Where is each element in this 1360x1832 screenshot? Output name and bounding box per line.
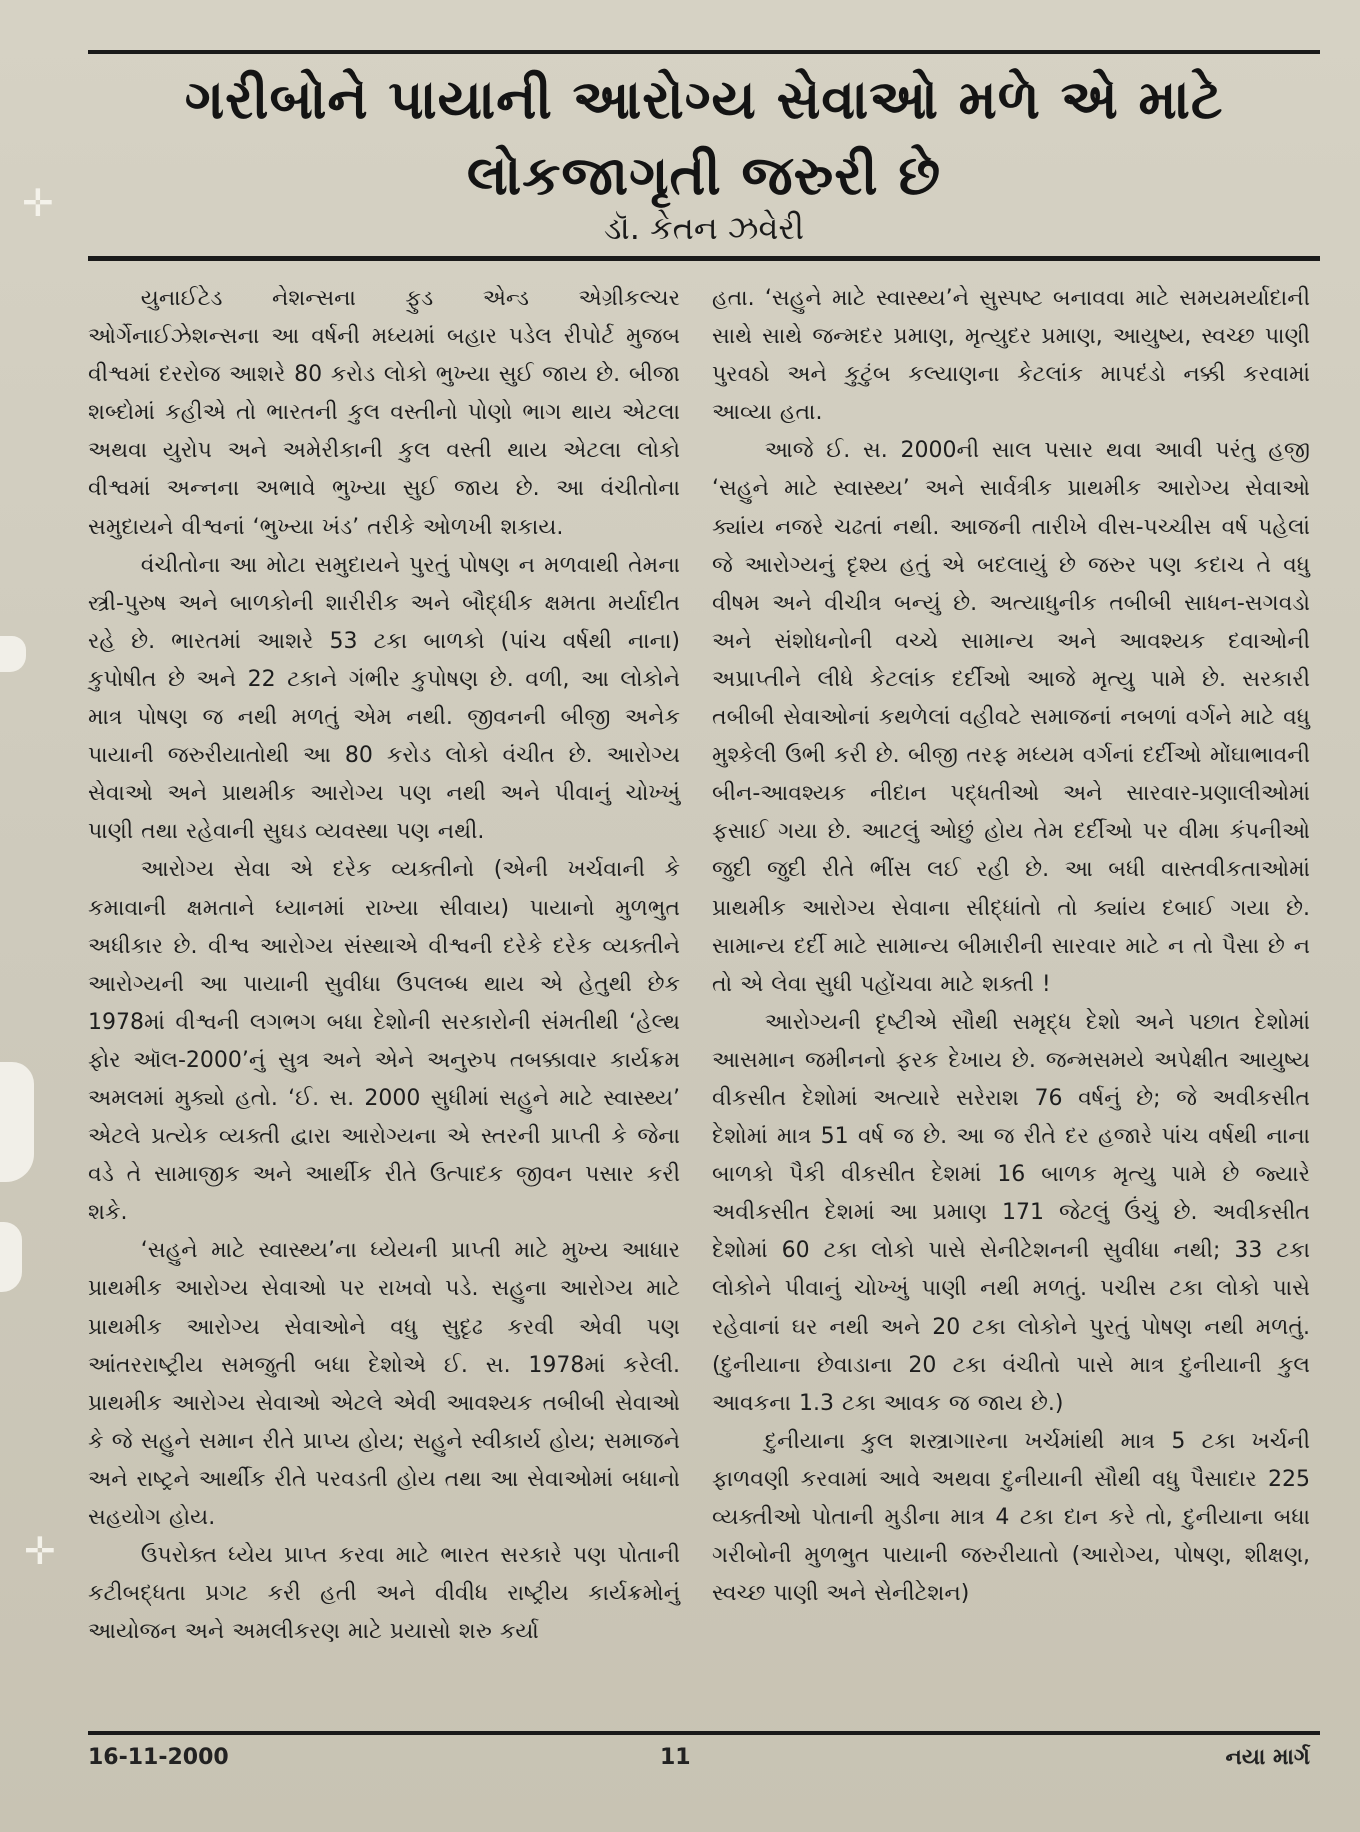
paragraph: ‘સહુને માટે સ્વાસ્થ્ય’ના ધ્યેયની પ્રાપ્તી માટે મુખ્ય આધાર પ્રાથમીક આરોગ્ય સેવાઓ પર રાખવો પડે. સહુના આરોગ્ય માટે પ્રાથમીક આરોગ્ય સેવાઓને વધુ સુદૃઢ કરવી એવી પણ આંતરરાષ્ટ્રીય સમજુતી બધા દેશોએ ઈ. સ. 1978માં કરેલી. પ્રાથમીક આરોગ્ય સેવાઓ એટલે એવી આવશ્યક તબીબી સેવાઓ કે જે સહુને સમાન રીતે પ્રાપ્ય હોય; સહુને સ્વીકાર્ય હોય; સમાજને અને રાષ્ટ્રને આર્થીક રીતે પરવડતી હોય તથા આ સેવાઓમાં બધાનો સહયોગ હોય. — [88, 1238, 680, 1530]
paper-tear — [0, 1222, 22, 1292]
paragraph: આરોગ્યની દૃષ્ટીએ સૌથી સમૃદ્ધ દેશો અને પછાત દેશોમાં આસમાન જમીનનો ફરક દેખાય છે. જન્મસમયે અપેક્ષીત આયુષ્ય વીકસીત દેશોમાં અત્યારે સરેરાશ 76 વર્ષનું છે; જે અવીકસીત દેશોમાં માત્ર 51 વર્ષ જ છે. આ જ રીતે દર હજારે પાંચ વર્ષથી નાના બાળકો પૈકી વીકસીત દેશમાં 16 બાળક મૃત્યુ પામે છે જ્યારે અવીકસીત દેશમાં આ પ્રમાણ 171 જેટલું ઉંચું છે. અવીકસીત દેશોમાં 60 ટકા લોકો પાસે સેનીટેશનની સુવીધા નથી; 33 ટકા લોકોને પીવાનું ચોખ્ખું પાણી નથી મળતું. પચીસ ટકા લોકો પાસે રહેવાનાં ઘર નથી અને 20 ટકા લોકોને પુરતું પોષણ નથી મળતું. (દુનીયાના છેવાડાના 20 ટકા વંચીતો પાસે માત્ર દુનીયાની કુલ આવકના 1.3 ટકા આવક જ જાય છે.) — [712, 1009, 1310, 1416]
staple-mark-icon: ✛ — [22, 181, 54, 225]
headline — [88, 62, 1320, 214]
paragraph: દુનીયાના કુલ શસ્ત્રાગારના ખર્ચમાંથી માત્ર 5 ટકા ખર્ચની ફાળવણી કરવામાં આવે અથવા દુનીયાની સૌથી વધુ પૈસાદાર 225 વ્યક્તીઓ પોતાની મુડીના માત્ર 4 ટકા દાન કરે તો, દુનીયાના બધા ગરીબોની મુળભુત પાયાની જરુરીયાતો (આરોગ્ય, પોષણ, શીક્ષણ, સ્વચ્છ પાણી અને સેનીટેશન) — [712, 1428, 1310, 1607]
paragraph: ઉપરોક્ત ધ્યેય પ્રાપ્ત કરવા માટે ભારત સરકારે પણ પોતાની કટીબદ્ધતા પ્રગટ કરી હતી અને વીવીધ રાષ્ટ્રીય કાર્યક્રમોનું આયોજન અને અમલીકરણ માટે પ્રયાસો શરુ કર્યા — [88, 1543, 680, 1645]
paragraph: યુનાઈટેડ નેશન્સના ફુડ એન્ડ એગ્રીકલ્ચર ઓર્ગેનાઈઝેશન્સના આ વર્ષની મધ્યમાં બહાર પડેલ રીપોર્ટ મુજબ વીશ્વમાં દરરોજ આશરે 80 કરોડ લોકો ભુખ્યા સુઈ જાય છે. બીજા શબ્દોમાં કહીએ તો ભારતની કુલ વસ્તીનો પોણો ભાગ થાય એટલા અથવા યુરોપ અને અમેરીકાની કુલ વસ્તી થાય એટલા લોકો વીશ્વમાં અન્નના અભાવે ભુખ્યા સુઈ જાય છે. આ વંચીતોના સમુદાયને વીશ્વનાં ‘ભુખ્યા ખંડ’ તરીકે ઓળખી શકાય. — [88, 286, 680, 540]
headline-line-1: ગરીબોને પાયાની આરોગ્ય સેવાઓ મળે એ માટે — [184, 68, 1224, 131]
right-column — [712, 280, 1310, 1613]
publication-name: નયા માર્ગ — [1225, 1745, 1310, 1770]
footer-rule — [88, 1731, 1320, 1735]
paper-tear — [0, 636, 26, 672]
author-byline: ડૉ. કેતન ઝવેરી — [603, 209, 805, 247]
paragraph: વંચીતોના આ મોટા સમુદાયને પુરતું પોષણ ન મળવાથી તેમના સ્ત્રી-પુરુષ અને બાળકોની શારીરીક અને બૌદ્ધીક ક્ષમતા મર્યાદીત રહે છે. ભારતમાં આશરે 53 ટકા બાળકો (પાંચ વર્ષથી નાના) કુપોષીત છે અને 22 ટકાને ગંભીર કુપોષણ છે. વળી, આ લોકોને માત્ર પોષણ જ નથી મળતું એમ નથી. જીવનની બીજી અનેક પાયાની જરુરીયાતોથી આ 80 કરોડ લોકો વંચીત છે. આરોગ્ય સેવાઓ અને પ્રાથમીક આરોગ્ય પણ નથી અને પીવાનું ચોખ્ખું પાણી તથા રહેવાની સુઘડ વ્યવસ્થા પણ નથી. — [88, 552, 680, 845]
left-column — [88, 280, 680, 1651]
footer-date: 16-11-2000 — [88, 1745, 229, 1770]
headline-line-2: લોકજાગૃતી જરુરી છે — [466, 144, 942, 207]
paragraph: હતા. ‘સહુને માટે સ્વાસ્થ્ય’ને સુસ્પષ્ટ બનાવવા માટે સમયમર્યાદાની સાથે સાથે જન્મદર પ્રમાણ, મૃત્યુદર પ્રમાણ, આયુષ્ય, સ્વચ્છ પાણી પુરવઠો અને કુટુંબ કલ્યાણના કેટલાંક માપદંડો નક્કી કરવામાં આવ્યા હતા. — [712, 286, 1310, 426]
top-rule — [88, 50, 1320, 54]
staple-mark-icon: ✛ — [24, 1529, 56, 1573]
paragraph: આરોગ્ય સેવા એ દરેક વ્યક્તીનો (એની ખર્ચવાની કે કમાવાની ક્ષમતાને ધ્યાનમાં રાખ્યા સીવાય) પાયાનો મુળભુત અધીકાર છે. વીશ્વ આરોગ્ય સંસ્થાએ વીશ્વની દરેકે દરેક વ્યક્તીને આરોગ્યની આ પાયાની સુવીધા ઉપલબ્ધ થાય એ હેતુથી છેક 1978માં વીશ્વની લગભગ બધા દેશોની સરકારોની સંમતીથી ‘હેલ્થ ફોર ઑલ-2000’નું સુત્ર અને એને અનુરુપ તબક્કાવાર કાર્યક્રમ અમલમાં મુક્યો હતો. ‘ઈ. સ. 2000 સુધીમાં સહુને માટે સ્વાસ્થ્ય’ એટલે પ્રત્યેક વ્યક્તી દ્વારા આરોગ્યના એ સ્તરની પ્રાપ્તી કે જેના વડે તે સામાજીક અને આર્થીક રીતે ઉત્પાદક જીવન પસાર કરી શકે. — [88, 857, 680, 1226]
paragraph: આજે ઈ. સ. 2000ની સાલ પસાર થવા આવી પરંતુ હજી ‘સહુને માટે સ્વાસ્થ્ય’ અને સાર્વત્રીક પ્રાથમીક આરોગ્ય સેવાઓ ક્યાંય નજરે ચઢતાં નથી. આજની તારીખે વીસ-પચ્ચીસ વર્ષ પહેલાં જે આરોગ્યનું દૃશ્ય હતું એ બદલાયું છે જરુર પણ કદાચ તે વધુ વીષમ અને વીચીત્ર બન્યું છે. અત્યાધુનીક તબીબી સાધન-સગવડો અને સંશોધનોની વચ્ચે સામાન્ય અને આવશ્યક દવાઓની અપ્રાપ્તીને લીધે કેટલાંક દર્દીઓ આજે મૃત્યુ પામે છે. સરકારી તબીબી સેવાઓનાં કથળેલાં વહીવટે સમાજનાં નબળાં વર્ગને માટે વધુ મુશ્કેલી ઉભી કરી છે. બીજી તરફ મધ્યમ વર્ગનાં દર્દીઓ મોંઘાભાવની બીન-આવશ્યક નીદાન પદ્ધતીઓ અને સારવાર-પ્રણાલીઓમાં ફસાઈ ગયા છે. આટલું ઓછું હોય તેમ દર્દીઓ પર વીમા કંપનીઓ જુદી જુદી રીતે ભીંસ લઈ રહી છે. આ બધી વાસ્તવીકતાઓમાં પ્રાથમીક આરોગ્ય સેવાના સીદ્ધાંતો તો ક્યાંય દબાઈ ગયા છે. સામાન્ય દર્દી માટે સામાન્ય બીમારીની સારવાર માટે ન તો પૈસા છે ન તો એ લેવા સુધી પહોંચવા માટે શક્તી ! — [712, 438, 1310, 997]
page-number: 11 — [660, 1745, 691, 1770]
paper-tear — [0, 1062, 34, 1182]
header-rule — [88, 256, 1320, 261]
